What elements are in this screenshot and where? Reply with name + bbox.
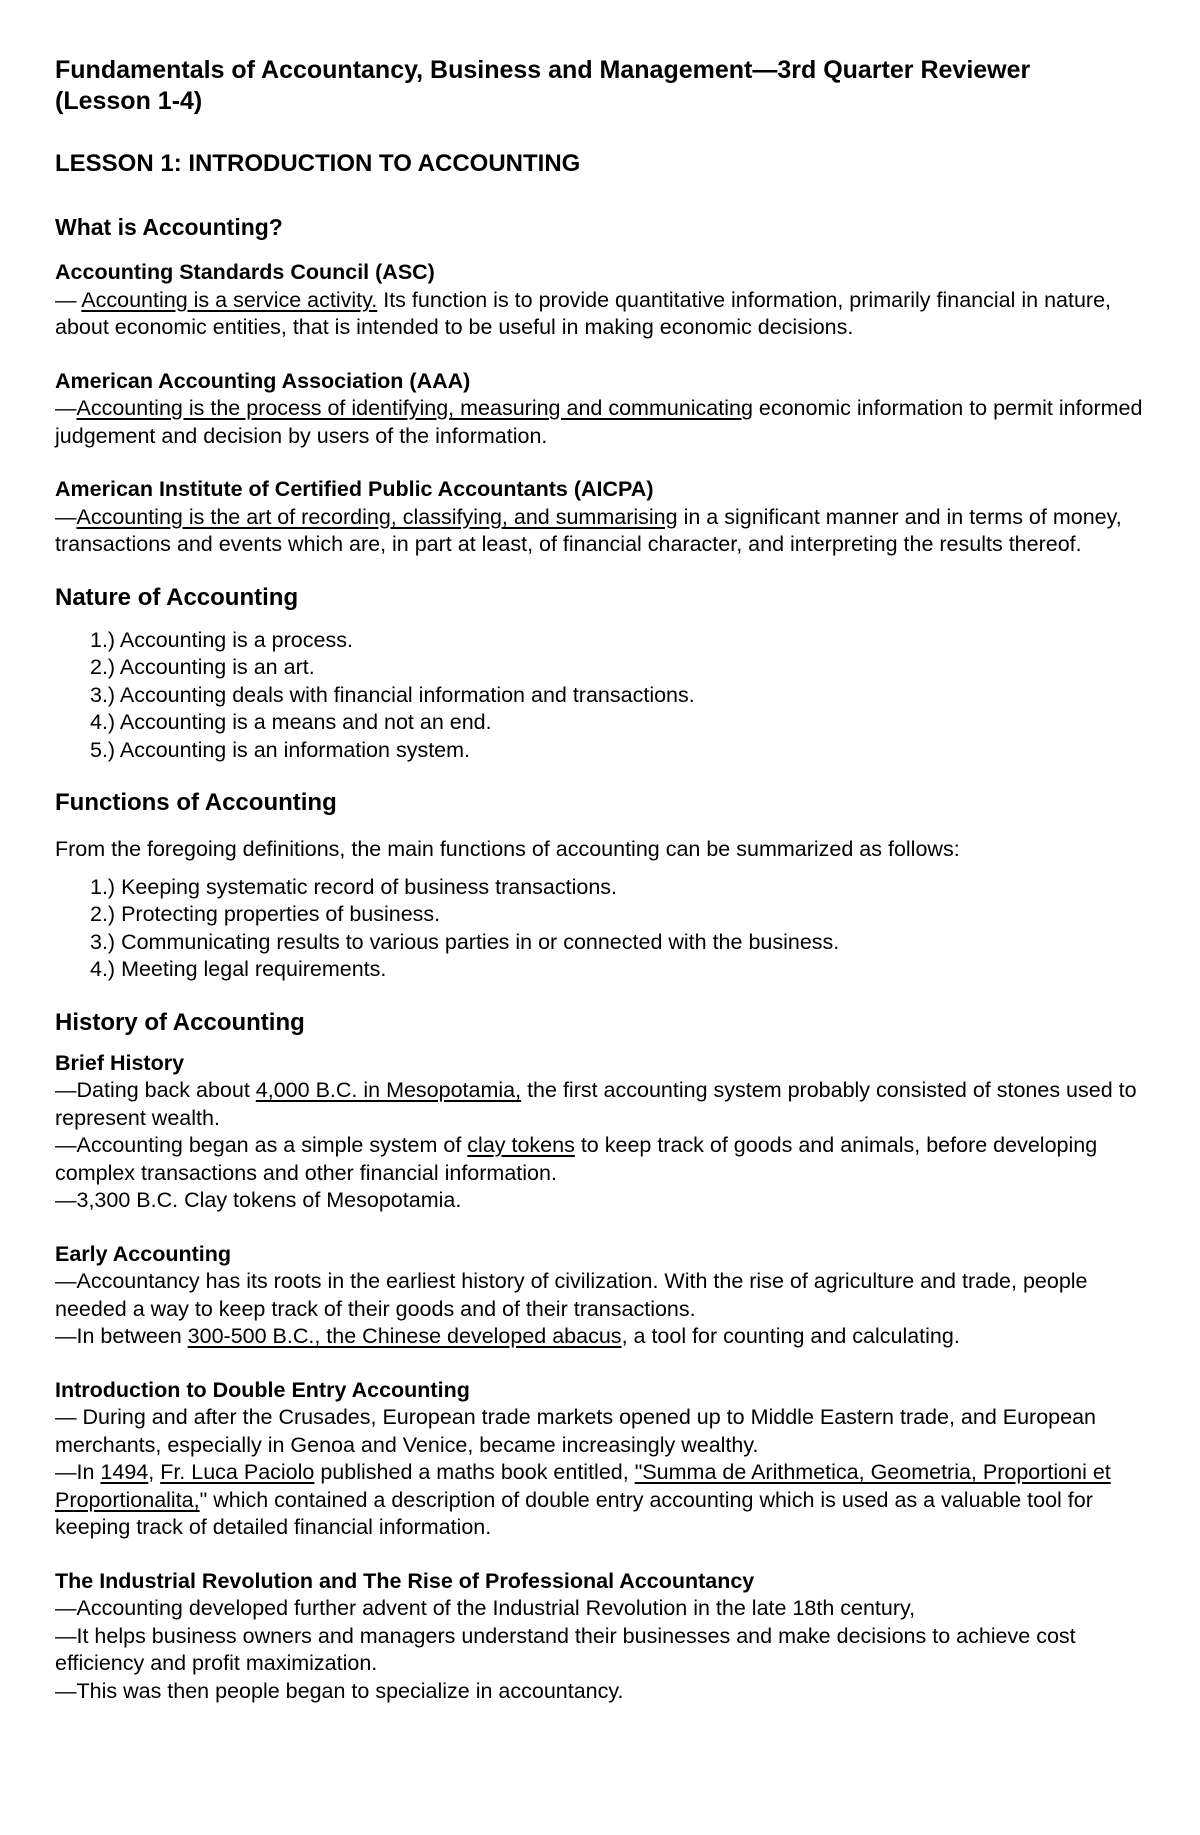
brief-history-line2 (55, 1132, 1150, 1187)
brief-l2-pre: —Accounting began as a simple system of (55, 1133, 468, 1157)
aaa-definition (55, 368, 1150, 451)
list-item: 2.) Accounting is an art. (90, 655, 315, 679)
brief-history-heading: Brief History (55, 1050, 185, 1075)
aicpa-text (55, 504, 1150, 559)
functions-heading: Functions of Accounting (55, 789, 337, 816)
brief-l1-underlined: 4,000 B.C. in Mesopotamia, (255, 1078, 522, 1102)
aaa-dash: — (55, 396, 77, 420)
early-accounting-heading: Early Accounting (55, 1241, 232, 1266)
industrial-revolution-heading: The Industrial Revolution and The Rise of Professional Accountancy (55, 1568, 755, 1593)
industrial-line2: —It helps business owners and managers understand their businesses and make decisions to achieve cost efficiency and profit maximization. (55, 1623, 1076, 1675)
nature-list (55, 627, 1150, 765)
asc-underlined: Accounting is a service activity. (81, 287, 378, 312)
brief-l1-pre: —Dating back about (55, 1078, 256, 1102)
brief-history (55, 1050, 1150, 1215)
industrial-line3: —This was then people began to specialize in accountancy. (55, 1678, 624, 1703)
aicpa-rest: in a significant manner and in terms of money, transactions and events which are, in part at least, of financial character, and interpreting the results thereof. (55, 504, 1122, 556)
aicpa-definition (55, 476, 1150, 559)
double-l2-post: " which contained a description of double entry accounting which is used as a valuable tool for keeping track of detailed financial information. (55, 1487, 1093, 1539)
double-l2-year: 1494 (100, 1460, 149, 1484)
lesson-1-title: LESSON 1: INTRODUCTION TO ACCOUNTING (55, 150, 581, 177)
aicpa-underlined: Accounting is the art of recording, classifying, and summarising (76, 504, 678, 529)
double-l2-author: Fr. Luca Paciolo (160, 1460, 315, 1484)
early-l2-pre: —In between (55, 1324, 188, 1348)
list-item: 2.) Protecting properties of business. (90, 902, 441, 926)
early-accounting (55, 1241, 1150, 1351)
list-item: 3.) Accounting deals with financial information and transactions. (90, 682, 695, 707)
double-l2-book-title: "Summa de Arithmetica, Geometria, Proportioni et Proportionalita, (55, 1460, 1111, 1512)
document-title-line2: (Lesson 1-4) (55, 87, 203, 115)
brief-history-line3: —3,300 B.C. Clay tokens of Mesopotamia. (55, 1188, 462, 1212)
functions-intro: From the foregoing definitions, the main functions of accounting can be summarized as follows: (55, 837, 960, 861)
document-title (55, 55, 1150, 117)
double-entry-line2 (55, 1459, 1150, 1542)
list-item: 3.) Communicating results to various parties in or connected with the business. (90, 929, 840, 954)
brief-l2-underlined: clay tokens (467, 1133, 575, 1157)
asc-heading: Accounting Standards Council (ASC) (55, 260, 435, 284)
aaa-heading: American Accounting Association (AAA) (55, 368, 471, 393)
list-item: 4.) Meeting legal requirements. (90, 957, 387, 981)
brief-l2-post: to keep track of goods and animals, before developing complex transactions and other financial information. (55, 1133, 1098, 1185)
list-item: 4.) Accounting is a means and not an end. (90, 710, 492, 734)
asc-definition (55, 259, 1150, 342)
asc-rest: Its function is to provide quantitative information, primarily financial in nature, about economic entities, that is intended to be useful in making economic decisions. (55, 287, 1112, 339)
industrial-revolution (55, 1568, 1150, 1706)
list-item: 1.) Keeping systematic record of business transactions. (90, 874, 618, 899)
aaa-rest: economic information to permit informed judgement and decision by users of the information. (55, 396, 1143, 448)
double-entry (55, 1377, 1150, 1542)
aicpa-dash: — (55, 504, 77, 529)
list-item: 1.) Accounting is a process. (90, 627, 353, 652)
early-l2-post: , a tool for counting and calculating. (621, 1324, 960, 1348)
asc-dash: — (55, 287, 82, 312)
functions-list (55, 874, 1150, 984)
history-heading: History of Accounting (55, 1008, 305, 1036)
aaa-text (55, 395, 1150, 450)
asc-text (55, 287, 1150, 342)
double-l2-mid: published a maths book entitled, (314, 1460, 635, 1484)
early-accounting-line2 (55, 1323, 1150, 1351)
brief-l1-post: the first accounting system probably consisted of stones used to represent wealth. (55, 1078, 1137, 1130)
list-item: 5.) Accounting is an information system. (90, 737, 471, 762)
nature-heading: Nature of Accounting (55, 583, 299, 611)
double-l2-sep: , (148, 1460, 161, 1484)
early-l2-underlined: 300-500 B.C., the Chinese developed abacus (187, 1324, 622, 1348)
aaa-underlined: Accounting is the process of identifying, measuring and communicating (76, 396, 753, 420)
double-entry-heading: Introduction to Double Entry Accounting (55, 1377, 470, 1402)
what-is-accounting-heading: What is Accounting? (55, 214, 283, 240)
document-title-line1: Fundamentals of Accountancy, Business and Management—3rd Quarter Reviewer (55, 56, 1031, 84)
industrial-line1: —Accounting developed further advent of the Industrial Revolution in the late 18th century, (55, 1596, 916, 1620)
early-accounting-line1: —Accountancy has its roots in the earliest history of civilization. With the rise of agriculture and trade, people needed a way to keep track of their goods and of their transactions. (55, 1269, 1088, 1321)
double-l2-pre: —In (55, 1460, 101, 1484)
brief-history-line1 (55, 1077, 1150, 1132)
double-entry-line1: — During and after the Crusades, European trade markets opened up to Middle Eastern trade, and European merchants, especially in Genoa and Venice, became increasingly wealthy. (55, 1405, 1096, 1457)
aicpa-heading: American Institute of Certified Public Accountants (AICPA) (55, 477, 654, 501)
